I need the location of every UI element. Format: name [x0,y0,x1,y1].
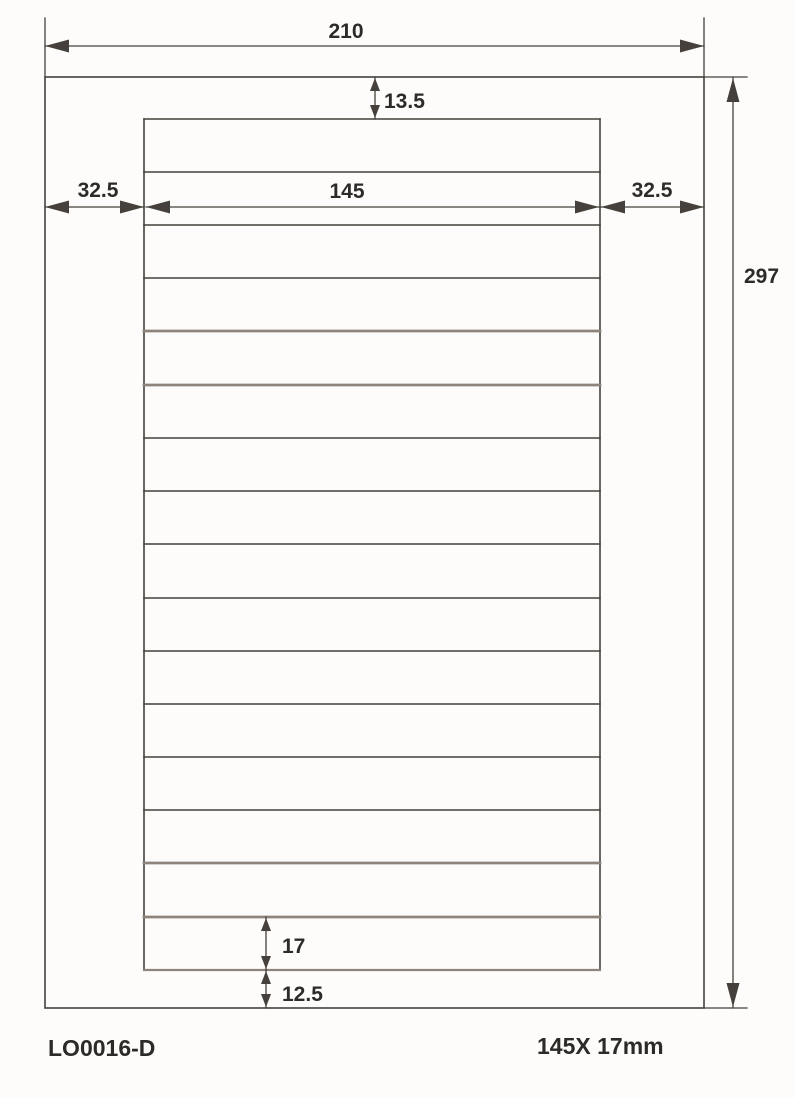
dim-label-height [261,917,305,970]
dim-page-height [704,77,779,1008]
dim-bottom-margin-value: 12.5 [282,983,323,1006]
dim-top-margin [370,77,425,119]
arrow-left-icon [601,201,625,214]
dim-label-width-value: 145 [329,180,365,203]
arrow-down-icon [261,994,271,1007]
arrow-right-icon [120,201,144,214]
dim-left-margin-value: 32.5 [77,179,119,202]
dim-page-width-value: 210 [328,20,364,43]
arrow-left-icon [146,201,170,214]
arrow-right-icon [575,201,599,214]
label-grid [144,119,600,970]
dim-bottom-margin [261,970,323,1008]
arrow-left-icon [45,40,69,53]
arrow-left-icon [45,201,69,214]
arrow-up-icon [261,918,271,931]
dim-page-width [45,18,704,77]
product-code-label: LO0016-D [48,1035,156,1061]
dim-label-height-value: 17 [282,935,306,958]
dim-right-margin-value: 32.5 [631,179,673,202]
dim-top-margin-value: 13.5 [384,90,425,113]
dim-page-height-value: 297 [744,265,780,288]
arrow-up-icon [261,971,271,984]
arrow-right-icon [680,201,704,214]
arrow-down-icon [727,983,740,1007]
dim-label-width [146,180,599,214]
product-size-label: 145X 17mm [537,1033,664,1059]
arrow-up-icon [370,78,380,91]
dim-left-margin [45,179,144,214]
arrow-up-icon [727,78,740,102]
arrow-down-icon [370,105,380,118]
dim-right-margin [601,179,704,214]
arrow-down-icon [261,956,271,969]
arrow-right-icon [680,40,704,53]
